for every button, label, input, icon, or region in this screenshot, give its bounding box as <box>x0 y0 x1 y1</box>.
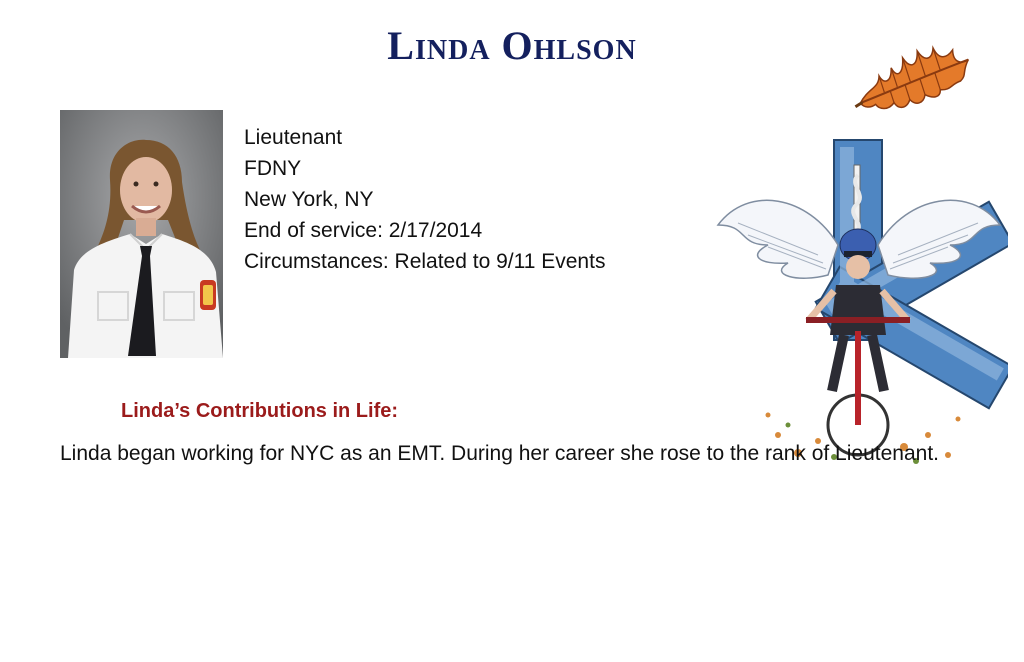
end-of-service-text: End of service: 2/17/2014 <box>244 219 483 242</box>
oak-leaf-icon <box>846 26 976 122</box>
service-details <box>244 122 605 277</box>
department-text: FDNY <box>244 157 302 180</box>
star-of-life-illustration <box>708 135 1008 475</box>
rank-text: Lieutenant <box>244 126 343 149</box>
contributions-body: Linda began working for NYC as an EMT. During her career she rose to the rank of Lieutenant. <box>60 442 939 465</box>
page-title: Linda Ohlson <box>387 23 637 68</box>
circumstances-text: Circumstances: Related to 9/11 Events <box>244 250 606 273</box>
portrait-photo <box>60 110 223 358</box>
contributions-heading: Linda’s Contributions in Life: <box>121 400 399 422</box>
location-text: New York, NY <box>244 188 374 211</box>
